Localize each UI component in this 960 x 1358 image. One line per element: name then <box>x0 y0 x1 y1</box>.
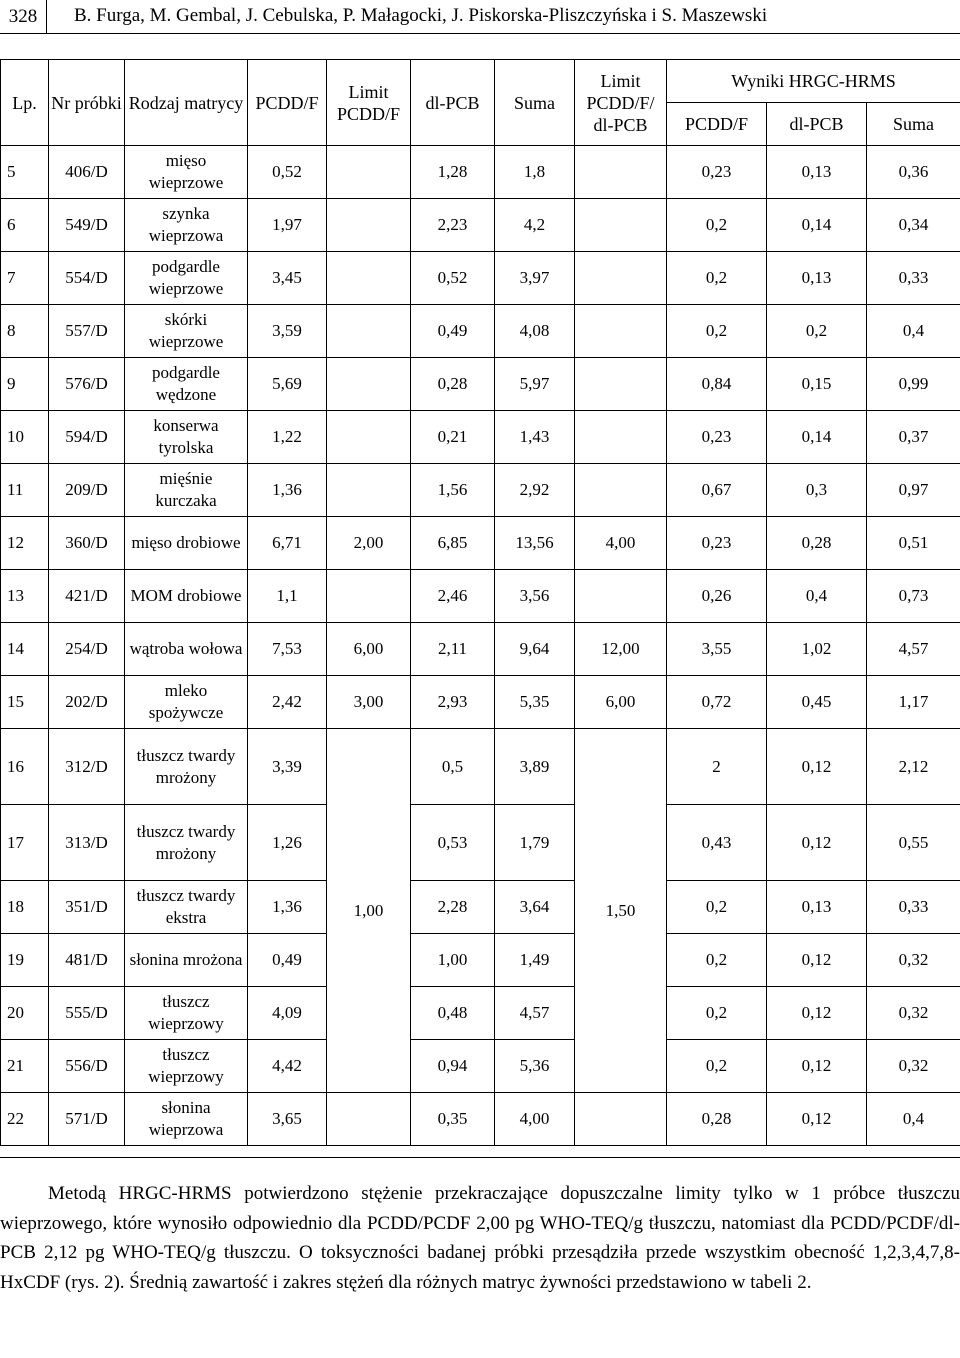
cell-lp: 16 <box>1 729 49 805</box>
cell-limit-all <box>575 464 667 517</box>
header-suma: Suma <box>495 60 575 146</box>
cell-suma: 4,57 <box>495 987 575 1040</box>
cell-limit-pcdd: 3,00 <box>327 676 411 729</box>
header-rule <box>0 33 960 34</box>
cell-limit-all <box>575 358 667 411</box>
cell-dlpcb: 1,56 <box>411 464 495 517</box>
cell-hrgc-suma: 1,17 <box>867 676 960 729</box>
cell-dlpcb: 0,28 <box>411 358 495 411</box>
cell-nr: 557/D <box>49 305 125 358</box>
table-row <box>1 411 960 464</box>
cell-hrgc-dlpcb: 0,12 <box>767 1093 867 1146</box>
cell-hrgc-pcdd: 0,67 <box>667 464 767 517</box>
header-hrgc-suma: Suma <box>867 103 960 146</box>
cell-hrgc-pcdd: 0,2 <box>667 252 767 305</box>
cell-hrgc-pcdd: 0,28 <box>667 1093 767 1146</box>
cell-nr: 254/D <box>49 623 125 676</box>
cell-suma: 1,49 <box>495 934 575 987</box>
cell-hrgc-pcdd: 0,2 <box>667 199 767 252</box>
page-number: 328 <box>0 0 47 34</box>
cell-pcdd: 1,22 <box>248 411 327 464</box>
cell-hrgc-suma: 0,4 <box>867 1093 960 1146</box>
cell-suma: 2,92 <box>495 464 575 517</box>
cell-nr: 351/D <box>49 881 125 934</box>
cell-limit-pcdd <box>327 1093 411 1146</box>
cell-hrgc-dlpcb: 0,12 <box>767 729 867 805</box>
table-row <box>1 934 960 987</box>
cell-hrgc-dlpcb: 0,14 <box>767 199 867 252</box>
cell-matrix: słonina wieprzowa <box>125 1093 248 1146</box>
table-row <box>1 987 960 1040</box>
cell-pcdd: 2,42 <box>248 676 327 729</box>
cell-dlpcb: 1,28 <box>411 146 495 199</box>
cell-nr: 421/D <box>49 570 125 623</box>
header-pcdd: PCDD/F <box>248 60 327 146</box>
cell-matrix: MOM drobiowe <box>125 570 248 623</box>
cell-matrix: mięśnie kurczaka <box>125 464 248 517</box>
cell-pcdd: 4,09 <box>248 987 327 1040</box>
cell-hrgc-pcdd: 0,23 <box>667 146 767 199</box>
cell-hrgc-pcdd: 0,72 <box>667 676 767 729</box>
cell-matrix: konserwa tyrolska <box>125 411 248 464</box>
cell-nr: 202/D <box>49 676 125 729</box>
cell-suma: 3,56 <box>495 570 575 623</box>
table-row <box>1 1093 960 1146</box>
cell-matrix: tłuszcz twardy mrożony <box>125 729 248 805</box>
cell-hrgc-suma: 0,32 <box>867 934 960 987</box>
header-limit-all: Limit PCDD/F/ dl-PCB <box>575 60 667 146</box>
table-row <box>1 1040 960 1093</box>
cell-hrgc-dlpcb: 0,14 <box>767 411 867 464</box>
cell-hrgc-dlpcb: 0,12 <box>767 934 867 987</box>
cell-hrgc-suma: 4,57 <box>867 623 960 676</box>
table-row <box>1 881 960 934</box>
cell-hrgc-dlpcb: 0,4 <box>767 570 867 623</box>
cell-matrix: mięso drobiowe <box>125 517 248 570</box>
cell-lp: 7 <box>1 252 49 305</box>
cell-hrgc-suma: 2,12 <box>867 729 960 805</box>
cell-nr: 594/D <box>49 411 125 464</box>
header-dlpcb: dl-PCB <box>411 60 495 146</box>
table-row <box>1 146 960 199</box>
cell-dlpcb: 2,28 <box>411 881 495 934</box>
cell-nr: 312/D <box>49 729 125 805</box>
cell-nr: 313/D <box>49 805 125 881</box>
cell-hrgc-pcdd: 0,2 <box>667 934 767 987</box>
cell-nr: 554/D <box>49 252 125 305</box>
cell-pcdd: 3,39 <box>248 729 327 805</box>
cell-hrgc-dlpcb: 0,15 <box>767 358 867 411</box>
cell-lp: 11 <box>1 464 49 517</box>
cell-dlpcb: 0,52 <box>411 252 495 305</box>
cell-matrix: tłuszcz wieprzowy <box>125 987 248 1040</box>
cell-hrgc-dlpcb: 0,45 <box>767 676 867 729</box>
cell-pcdd: 1,36 <box>248 881 327 934</box>
cell-limit-pcdd <box>327 146 411 199</box>
cell-nr: 481/D <box>49 934 125 987</box>
cell-lp: 22 <box>1 1093 49 1146</box>
header-limit-pcdd: Limit PCDD/F <box>327 60 411 146</box>
cell-suma: 5,97 <box>495 358 575 411</box>
running-header-authors: B. Furga, M. Gembal, J. Cebulska, P. Małagocki, J. Piskorska-Pliszczyńska i S. Maszewski <box>74 5 768 26</box>
cell-nr: 555/D <box>49 987 125 1040</box>
cell-hrgc-pcdd: 2 <box>667 729 767 805</box>
cell-lp: 10 <box>1 411 49 464</box>
cell-pcdd: 1,26 <box>248 805 327 881</box>
cell-suma: 13,56 <box>495 517 575 570</box>
table-row <box>1 358 960 411</box>
header-hrgc-dlpcb: dl-PCB <box>767 103 867 146</box>
cell-hrgc-dlpcb: 0,3 <box>767 464 867 517</box>
cell-limit-pcdd <box>327 411 411 464</box>
cell-hrgc-pcdd: 0,23 <box>667 411 767 464</box>
table-row <box>1 199 960 252</box>
cell-pcdd: 3,65 <box>248 1093 327 1146</box>
cell-hrgc-dlpcb: 0,13 <box>767 881 867 934</box>
cell-suma: 5,36 <box>495 1040 575 1093</box>
cell-pcdd: 7,53 <box>248 623 327 676</box>
header-hrgc-pcdd: PCDD/F <box>667 103 767 146</box>
cell-suma: 1,8 <box>495 146 575 199</box>
cell-matrix: mięso wieprzowe <box>125 146 248 199</box>
cell-suma: 1,79 <box>495 805 575 881</box>
cell-lp: 8 <box>1 305 49 358</box>
table-bottom-rule <box>0 1157 960 1158</box>
cell-nr: 576/D <box>49 358 125 411</box>
cell-pcdd: 5,69 <box>248 358 327 411</box>
cell-dlpcb: 2,93 <box>411 676 495 729</box>
cell-dlpcb: 0,35 <box>411 1093 495 1146</box>
header-nr: Nr próbki <box>49 60 125 146</box>
cell-hrgc-dlpcb: 1,02 <box>767 623 867 676</box>
cell-limit-pcdd <box>327 570 411 623</box>
cell-lp: 17 <box>1 805 49 881</box>
cell-hrgc-dlpcb: 0,13 <box>767 252 867 305</box>
cell-limit-pcdd: 6,00 <box>327 623 411 676</box>
cell-hrgc-dlpcb: 0,12 <box>767 1040 867 1093</box>
table-row <box>1 464 960 517</box>
cell-dlpcb: 1,00 <box>411 934 495 987</box>
cell-hrgc-pcdd: 3,55 <box>667 623 767 676</box>
cell-pcdd: 1,1 <box>248 570 327 623</box>
header-hrgc-group: Wyniki HRGC-HRMS <box>667 60 960 103</box>
cell-matrix: tłuszcz wieprzowy <box>125 1040 248 1093</box>
cell-lp: 5 <box>1 146 49 199</box>
cell-lp: 12 <box>1 517 49 570</box>
cell-limit-pcdd <box>327 358 411 411</box>
cell-suma: 4,2 <box>495 199 575 252</box>
cell-nr: 406/D <box>49 146 125 199</box>
cell-nr: 556/D <box>49 1040 125 1093</box>
cell-limit-all: 4,00 <box>575 517 667 570</box>
cell-hrgc-dlpcb: 0,28 <box>767 517 867 570</box>
cell-hrgc-pcdd: 0,26 <box>667 570 767 623</box>
cell-hrgc-pcdd: 0,2 <box>667 1040 767 1093</box>
cell-hrgc-dlpcb: 0,12 <box>767 805 867 881</box>
cell-suma: 9,64 <box>495 623 575 676</box>
cell-dlpcb: 0,53 <box>411 805 495 881</box>
cell-limit-all <box>575 252 667 305</box>
cell-matrix: tłuszcz twardy ekstra <box>125 881 248 934</box>
cell-hrgc-suma: 0,99 <box>867 358 960 411</box>
cell-lp: 6 <box>1 199 49 252</box>
cell-dlpcb: 2,23 <box>411 199 495 252</box>
cell-hrgc-suma: 0,32 <box>867 1040 960 1093</box>
cell-lp: 15 <box>1 676 49 729</box>
cell-limit-all <box>575 570 667 623</box>
cell-matrix: wątroba wołowa <box>125 623 248 676</box>
cell-pcdd: 6,71 <box>248 517 327 570</box>
cell-fat-group-limit-all: 1,50 <box>575 729 667 1093</box>
cell-hrgc-suma: 0,4 <box>867 305 960 358</box>
cell-hrgc-pcdd: 0,2 <box>667 305 767 358</box>
header-lp: Lp. <box>1 60 49 146</box>
cell-pcdd: 3,45 <box>248 252 327 305</box>
cell-lp: 21 <box>1 1040 49 1093</box>
cell-nr: 571/D <box>49 1093 125 1146</box>
cell-lp: 9 <box>1 358 49 411</box>
cell-hrgc-suma: 0,37 <box>867 411 960 464</box>
cell-hrgc-suma: 0,55 <box>867 805 960 881</box>
table-row <box>1 305 960 358</box>
cell-hrgc-suma: 0,32 <box>867 987 960 1040</box>
cell-dlpcb: 6,85 <box>411 517 495 570</box>
cell-pcdd: 0,49 <box>248 934 327 987</box>
cell-hrgc-suma: 0,33 <box>867 881 960 934</box>
cell-suma: 3,64 <box>495 881 575 934</box>
table-row <box>1 805 960 881</box>
cell-limit-all <box>575 1093 667 1146</box>
cell-hrgc-suma: 0,36 <box>867 146 960 199</box>
cell-lp: 14 <box>1 623 49 676</box>
cell-limit-all <box>575 305 667 358</box>
cell-hrgc-suma: 0,33 <box>867 252 960 305</box>
cell-hrgc-dlpcb: 0,12 <box>767 987 867 1040</box>
cell-hrgc-suma: 0,73 <box>867 570 960 623</box>
cell-lp: 13 <box>1 570 49 623</box>
cell-pcdd: 3,59 <box>248 305 327 358</box>
cell-suma: 1,43 <box>495 411 575 464</box>
cell-lp: 20 <box>1 987 49 1040</box>
cell-matrix: tłuszcz twardy mrożony <box>125 805 248 881</box>
cell-dlpcb: 0,21 <box>411 411 495 464</box>
cell-lp: 18 <box>1 881 49 934</box>
cell-suma: 4,08 <box>495 305 575 358</box>
cell-hrgc-suma: 0,97 <box>867 464 960 517</box>
cell-limit-all <box>575 146 667 199</box>
page-header <box>0 0 960 34</box>
cell-dlpcb: 0,94 <box>411 1040 495 1093</box>
cell-matrix: podgardle wieprzowe <box>125 252 248 305</box>
cell-nr: 209/D <box>49 464 125 517</box>
cell-lp: 19 <box>1 934 49 987</box>
cell-hrgc-pcdd: 0,23 <box>667 517 767 570</box>
cell-limit-pcdd <box>327 464 411 517</box>
cell-limit-pcdd <box>327 199 411 252</box>
cell-hrgc-dlpcb: 0,13 <box>767 146 867 199</box>
body-paragraph: Metodą HRGC-HRMS potwierdzono stężenie przekraczające dopuszczalne limity tylko w 1 próbce tłuszczu wieprzowego, które wynosiło odpowiednio dla PCDD/PCDF 2,00 pg WHO-TEQ/g tłuszczu, natomiast dla PCDD/PCDF/dl-PCB 2,12 pg WHO-TEQ/g tłuszczu. O toksyczności badanej próbki przesądziła przede wszystkim obecność 1,2,3,4,7,8-HxCDF (rys. 2). Średnią zawartość i zakres stężeń dla różnych matryc żywności przedstawiono w tabeli 2. <box>0 1183 960 1293</box>
cell-matrix: szynka wieprzowa <box>125 199 248 252</box>
cell-suma: 4,00 <box>495 1093 575 1146</box>
results-table <box>0 59 960 1146</box>
table-row <box>1 623 960 676</box>
cell-matrix: mleko spożywcze <box>125 676 248 729</box>
cell-limit-pcdd: 2,00 <box>327 517 411 570</box>
cell-dlpcb: 2,11 <box>411 623 495 676</box>
cell-hrgc-suma: 0,51 <box>867 517 960 570</box>
cell-hrgc-pcdd: 0,84 <box>667 358 767 411</box>
cell-limit-pcdd <box>327 252 411 305</box>
cell-hrgc-dlpcb: 0,2 <box>767 305 867 358</box>
cell-suma: 5,35 <box>495 676 575 729</box>
cell-matrix: skórki wieprzowe <box>125 305 248 358</box>
cell-pcdd: 1,97 <box>248 199 327 252</box>
cell-nr: 360/D <box>49 517 125 570</box>
cell-suma: 3,97 <box>495 252 575 305</box>
cell-dlpcb: 0,49 <box>411 305 495 358</box>
cell-limit-pcdd <box>327 305 411 358</box>
table-row <box>1 570 960 623</box>
cell-nr: 549/D <box>49 199 125 252</box>
cell-pcdd: 4,42 <box>248 1040 327 1093</box>
table-body <box>1 146 960 1146</box>
cell-dlpcb: 2,46 <box>411 570 495 623</box>
cell-hrgc-pcdd: 0,2 <box>667 881 767 934</box>
cell-dlpcb: 0,48 <box>411 987 495 1040</box>
table-row <box>1 676 960 729</box>
cell-limit-all <box>575 199 667 252</box>
cell-hrgc-pcdd: 0,2 <box>667 987 767 1040</box>
cell-pcdd: 1,36 <box>248 464 327 517</box>
cell-hrgc-suma: 0,34 <box>867 199 960 252</box>
header-matrix: Rodzaj matrycy <box>125 60 248 146</box>
cell-limit-all: 12,00 <box>575 623 667 676</box>
cell-matrix: podgardle wędzone <box>125 358 248 411</box>
cell-dlpcb: 0,5 <box>411 729 495 805</box>
cell-matrix: słonina mrożona <box>125 934 248 987</box>
cell-hrgc-pcdd: 0,43 <box>667 805 767 881</box>
table-row <box>1 729 960 805</box>
cell-pcdd: 0,52 <box>248 146 327 199</box>
cell-fat-group-limit-pcdd: 1,00 <box>327 729 411 1093</box>
cell-limit-all: 6,00 <box>575 676 667 729</box>
cell-limit-all <box>575 411 667 464</box>
table-row <box>1 517 960 570</box>
table-row <box>1 252 960 305</box>
cell-suma: 3,89 <box>495 729 575 805</box>
